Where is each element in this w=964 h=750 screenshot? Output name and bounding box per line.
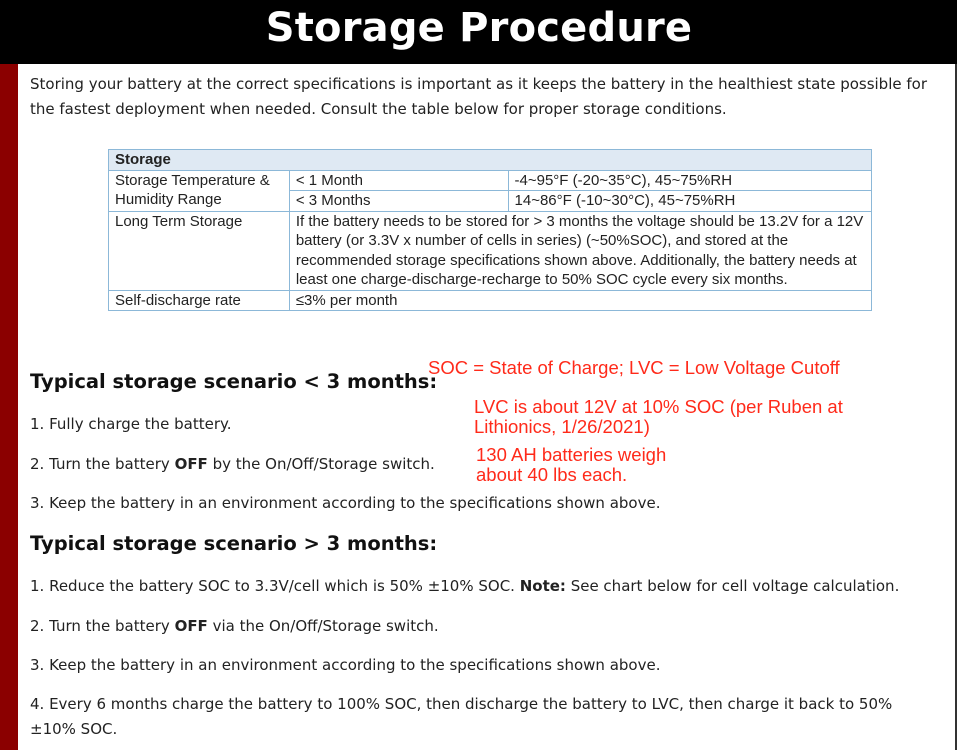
period-under-1-month: < 1 Month [289, 170, 508, 191]
period-under-3-months: < 3 Months [289, 191, 508, 212]
weight-note: 130 AH batteries weigh about 40 lbs each. [476, 444, 667, 485]
scenario2-step2: 2. Turn the battery OFF via the On/Off/Storage switch. [30, 617, 439, 635]
scenario1-heading: Typical storage scenario < 3 months: [30, 370, 438, 393]
scenario1-step3: 3. Keep the battery in an environment according to the specifications shown above. [30, 494, 661, 512]
scenario1-step2: 2. Turn the battery OFF by the On/Off/Storage switch. [30, 455, 435, 473]
selfdischarge-value: ≤3% per month [289, 290, 871, 311]
longterm-label: Long Term Storage [109, 211, 290, 290]
storage-temp-label: Storage Temperature & Humidity Range [109, 170, 290, 211]
left-accent-bar [0, 64, 18, 750]
scenario2-step3: 3. Keep the battery in an environment according to the specifications shown above. [30, 656, 661, 674]
selfdischarge-label: Self-discharge rate [109, 290, 290, 311]
header-bar [0, 0, 958, 64]
range-under-3-months: 14~86°F (-10~30°C), 45~75%RH [508, 191, 871, 212]
scenario2-step4: 4. Every 6 months charge the battery to 100% SOC, then discharge the battery to LVC, then charge it back to 50% ±10% SOC. [30, 695, 893, 738]
scenario2-heading: Typical storage scenario > 3 months: [30, 532, 438, 555]
intro-paragraph: Storing your battery at the correct specifications is important as it keeps the battery in the healthiest state possible for the fastest deployment when needed. Consult the table below for proper storage conditions. [30, 75, 927, 118]
soc-definition-note: SOC = State of Charge; LVC = Low Voltage Cutoff [428, 357, 840, 378]
scenario1-step1: 1. Fully charge the battery. [30, 415, 232, 433]
scenario2-step1: 1. Reduce the battery SOC to 3.3V/cell which is 50% ±10% SOC. Note: See chart below for cell voltage calculation. [30, 577, 900, 595]
page-title: Storage Procedure [265, 5, 693, 51]
lvc-note: LVC is about 12V at 10% SOC (per Ruben at Lithionics, 1/26/2021) [474, 396, 843, 437]
longterm-text: If the battery needs to be stored for > 3 months the voltage should be 13.2V for a 12V battery (or 3.3V x number of cells in series) (~50%SOC), and stored at the recommended storage specifications shown above. Additionally, the battery needs at least one charge-discharge-recharge to 50% SOC cycle every six months. [289, 211, 871, 290]
storage-spec-table [108, 149, 872, 311]
range-under-1-month: -4~95°F (-20~35°C), 45~75%RH [508, 170, 871, 191]
table-title: Storage [109, 150, 872, 171]
